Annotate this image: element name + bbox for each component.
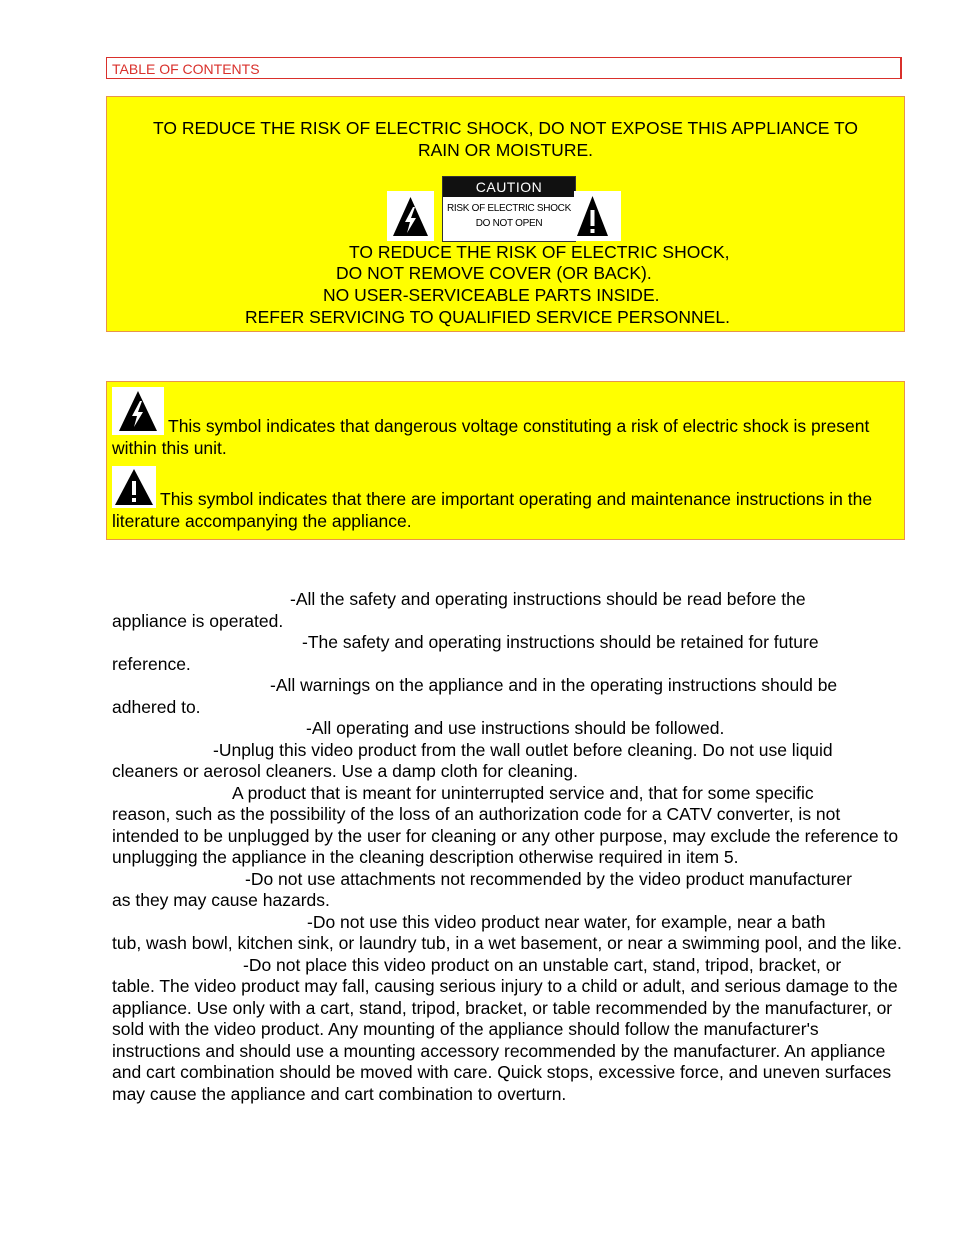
instructions-symbol-row bbox=[112, 466, 900, 532]
caution-line-3: NO USER-SERVICEABLE PARTS INSIDE. bbox=[323, 285, 660, 305]
caution-label-line-1: RISK OF ELECTRIC SHOCK bbox=[447, 203, 571, 214]
caution-label-line-2: DO NOT OPEN bbox=[475, 218, 543, 229]
symbol-explanation-box bbox=[106, 381, 905, 540]
caution-label bbox=[442, 176, 576, 242]
exclamation-triangle-icon bbox=[112, 466, 156, 508]
caution-line-2: DO NOT REMOVE COVER (OR BACK). bbox=[336, 263, 652, 283]
instruction-item: -Do not use this video product near water, for example, near a bath tub, wash bowl, kitchen sink, or laundry tub, in a wet basement, or near a swimming pool, and the like. bbox=[112, 911, 902, 953]
toc-bar bbox=[106, 57, 902, 79]
instruction-item: -The safety and operating instructions should be retained for future reference. bbox=[112, 632, 819, 674]
instruction-item: -All operating and use instructions should be followed. bbox=[306, 718, 725, 738]
instruction-item: -All warnings on the appliance and in the operating instructions should be adhered to. bbox=[112, 675, 838, 717]
instruction-item: A product that is meant for uninterrupted service and, that for some specific reason, such as the possibility of the loss of an authorization code for a CATV converter, is not intended to be unplugged by the user for cleaning or any other purpose, may exclude the reference to unplugging the appliance in the cleaning description otherwise required in item 5. bbox=[112, 782, 899, 867]
lightning-triangle-icon bbox=[387, 191, 434, 241]
lightning-triangle-icon bbox=[112, 387, 164, 435]
voltage-symbol-row bbox=[112, 387, 900, 459]
warning-line-2: RAIN OR MOISTURE. bbox=[417, 140, 593, 160]
caution-label-group bbox=[387, 176, 623, 242]
instruction-item: -Do not use attachments not recommended by the video product manufacturer as they may cause hazards. bbox=[112, 868, 852, 910]
electric-shock-warning-box bbox=[106, 96, 905, 332]
instructions-symbol-text: This symbol indicates that there are important operating and maintenance instructions in the literature accompanying the appliance. bbox=[112, 489, 873, 531]
instruction-item: -Do not place this video product on an unstable cart, stand, tripod, bracket, or table. The video product may fall, causing serious injury to a child or adult, and serious damage to the appliance. Use only with a cart, stand, tripod, bracket, or table recommended by the manufacturer, or sold with the video product. Any mounting of the appliance should follow the manufacturer's instructions and should use a mounting accessory recommended by the manufacturer. An appliance and cart combination should be moved with care. Quick stops, excessive force, and uneven surfaces may cause the appliance and cart combination to overturn. bbox=[112, 954, 898, 1104]
caution-header: CAUTION bbox=[443, 177, 575, 197]
exclamation-triangle-icon bbox=[574, 191, 621, 241]
voltage-symbol-text: This symbol indicates that dangerous voltage constituting a risk of electric shock is present within this unit. bbox=[112, 416, 870, 458]
caution-line-1: TO REDUCE THE RISK OF ELECTRIC SHOCK, bbox=[349, 242, 730, 262]
warning-line-1: TO REDUCE THE RISK OF ELECTRIC SHOCK, DO NOT EXPOSE THIS APPLIANCE TO bbox=[152, 118, 859, 138]
caution-line-4: REFER SERVICING TO QUALIFIED SERVICE PERSONNEL. bbox=[245, 307, 730, 327]
table-of-contents-link[interactable]: TABLE OF CONTENTS bbox=[112, 61, 260, 77]
safety-instructions bbox=[112, 589, 912, 1105]
instruction-item: -All the safety and operating instructions should be read before the appliance is operated. bbox=[112, 589, 806, 631]
instruction-item: -Unplug this video product from the wall outlet before cleaning. Do not use liquid cleaners or aerosol cleaners. Use a damp cloth for cleaning. bbox=[112, 739, 833, 781]
